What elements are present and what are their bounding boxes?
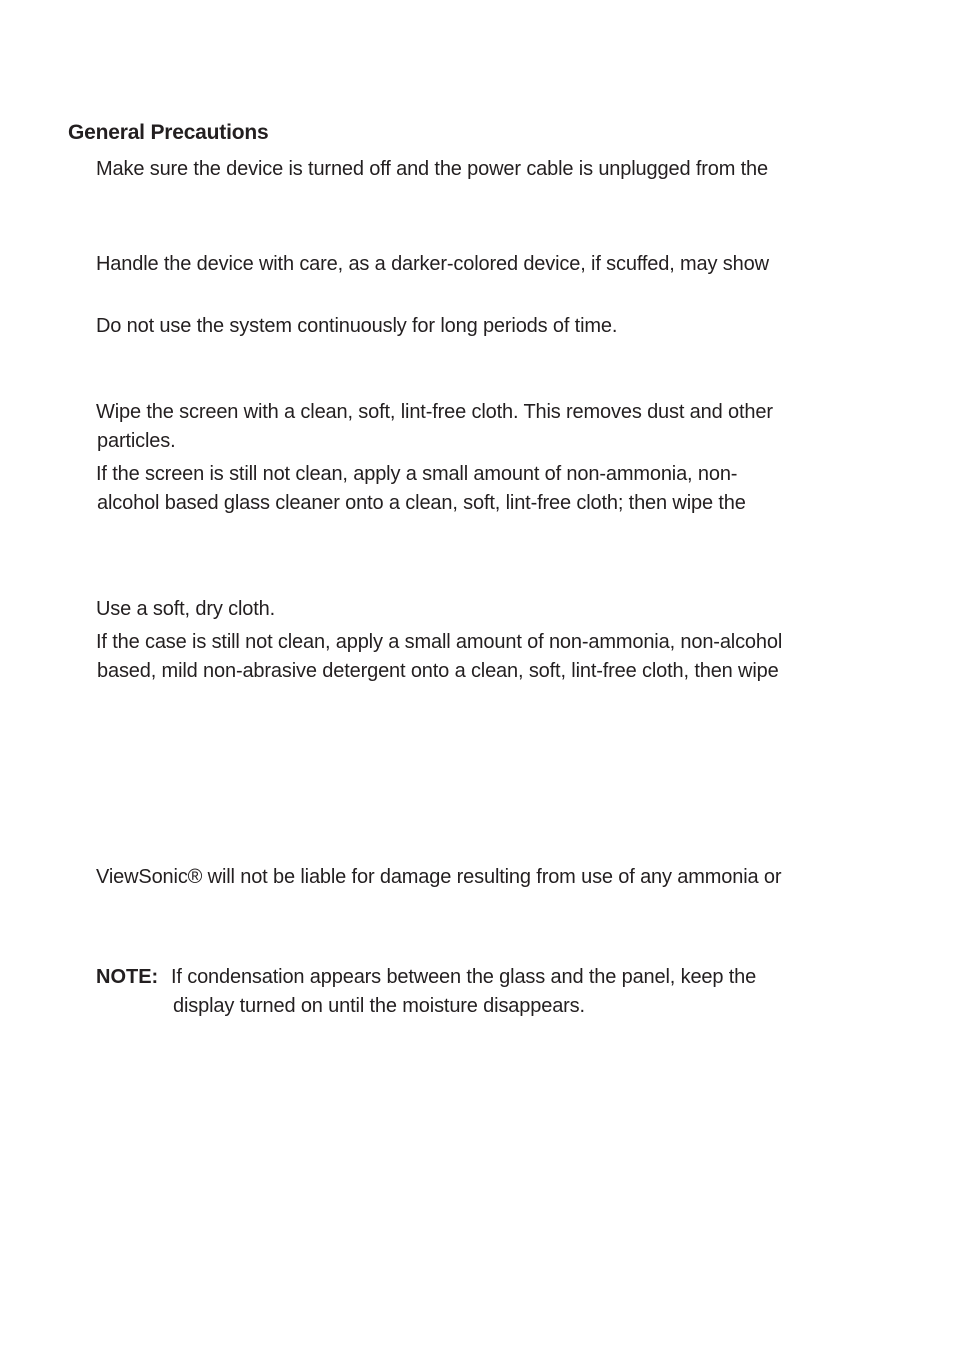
section-heading: General Precautions xyxy=(68,121,269,144)
screen-cleaning-step-1-cont: particles. xyxy=(97,430,176,452)
screen-cleaning-step-2: If the screen is still not clean, apply a small amount of non-ammonia, non- xyxy=(96,463,738,485)
case-cleaning-step-1: Use a soft, dry cloth. xyxy=(96,598,275,620)
note-text-line-2: display turned on until the moisture disappears. xyxy=(173,995,585,1017)
precaution-continuous-use: Do not use the system continuously for long periods of time. xyxy=(96,315,618,337)
note-label: NOTE: xyxy=(96,966,159,988)
case-cleaning-step-2-cont: based, mild non-abrasive detergent onto a clean, soft, lint-free cloth, then wipe xyxy=(97,660,779,682)
precaution-handle-care: Handle the device with care, as a darker-colored device, if scuffed, may show xyxy=(96,253,769,275)
screen-cleaning-step-2-cont: alcohol based glass cleaner onto a clean, soft, lint-free cloth; then wipe the xyxy=(97,492,746,514)
case-cleaning-step-2: If the case is still not clean, apply a small amount of non-ammonia, non-alcohol xyxy=(96,631,783,653)
disclaimer-text: ViewSonic® will not be liable for damage resulting from use of any ammonia or xyxy=(96,866,782,888)
screen-cleaning-step-1: Wipe the screen with a clean, soft, lint-free cloth. This removes dust and other xyxy=(96,401,773,423)
note-text-line-1: If condensation appears between the glass and the panel, keep the xyxy=(171,966,757,988)
precaution-power-off: Make sure the device is turned off and the power cable is unplugged from the xyxy=(96,158,768,180)
